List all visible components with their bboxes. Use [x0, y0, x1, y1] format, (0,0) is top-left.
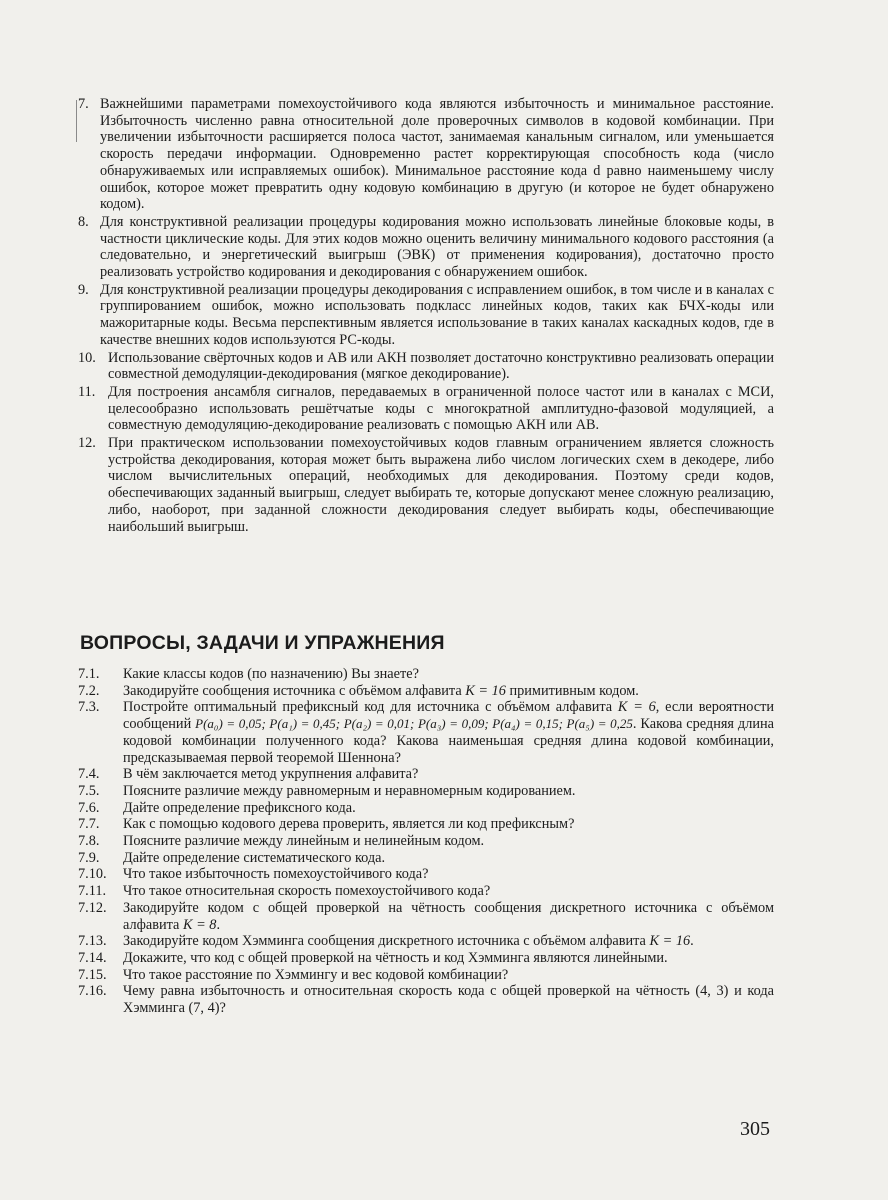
question-number: 7.6. [78, 799, 100, 816]
math-expression: K = 8 [182, 916, 217, 933]
question-text: Дайте определение префиксного кода. [123, 799, 356, 816]
question-text-part: . Какова средняя длина кодовой комбинации полученного кода? Какова наименьшая средняя длина кодовой комбинации, предсказываемая первой теоремой Шеннона? [123, 716, 774, 766]
question-text: В чём заключается метод укрупнения алфавита? [123, 766, 419, 783]
question-text [123, 900, 774, 933]
question-number: 7.14. [78, 949, 107, 966]
question-text [123, 933, 774, 950]
question-number: 7.12. [78, 899, 107, 916]
question-number: 7.9. [78, 849, 100, 866]
conclusion-item [78, 384, 774, 434]
question-number: 7.3. [78, 699, 100, 716]
item-text: Использование свёрточных кодов и АВ или АКН позволяет достаточно конструктивно реализовать операции совместной демодуляции-декодирования (мягкое декодирование). [108, 349, 774, 383]
question-text-part: . [216, 916, 221, 933]
question-item [78, 933, 774, 950]
question-text: Поясните различие между линейным и нелинейным кодом. [123, 833, 485, 850]
item-number: 10. [78, 349, 96, 366]
item-text: При практическом использовании помехоустойчивых кодов главным ограничением является сложность устройства декодирования, которая может быть выражена либо числом логических схем в декодере, либо числом вычислительных операций, необходимых для декодирования. Поэтому среди кодов, обеспечивающих заданный выигрыш, следует выбирать те, которые допускают менее сложную реализацию, либо, наоборот, при заданной сложности декодирования следует выбирать коды, обеспечивающие наибольший выигрыш. [108, 435, 774, 535]
question-item [78, 983, 774, 1016]
conclusion-item [78, 96, 774, 213]
question-text: Поясните различие между равномерным и неравномерным кодированием. [123, 782, 576, 799]
math-expression: K = 6 [617, 699, 656, 716]
question-number: 7.15. [78, 966, 107, 983]
question-text: Что такое избыточность помехоустойчивого кода? [123, 866, 429, 883]
item-text: Важнейшими параметрами помехоустойчивого кода являются избыточность и минимальное расстояние. Избыточность численно равна относительной доле проверочных символов в кодовой комбинации. При увеличении избыточности расширяется полоса частот, занимаемая канальным сигналом, или уменьшается скорость передачи информации. Одновременно растет корректирующая способность кода (число обнаруживаемых или исправляемых ошибок). Минимальное расстояние кода d равно наименьшему числу ошибок, которое может превратить одну кодовую комбинацию в другую (и которое не будет обнаружено кодом). [100, 96, 774, 213]
item-number: 8. [78, 213, 89, 230]
conclusion-item [78, 435, 774, 535]
question-text: Что такое расстояние по Хэммингу и вес кодовой комбинации? [123, 966, 509, 983]
item-text: Для конструктивной реализации процедуры кодирования можно использовать линейные блоковые коды, в частности циклические коды. Для этих кодов можно оценить величину минимального кодового расстояния (а следовательно, и энергетический выигрыш (ЭВК) от применения кодирования), достаточно просто реализовать устройство кодирования и декодирования с обнаружением ошибок. [100, 213, 774, 281]
question-number: 7.16. [78, 983, 107, 1000]
question-item [78, 699, 774, 766]
question-text-part: Закодируйте кодом с общей проверкой на чётность сообщения дискретного источника с объёмом алфавита [123, 899, 774, 933]
question-item [78, 816, 774, 833]
questions-list [78, 666, 774, 1017]
item-number: 7. [78, 96, 89, 112]
question-item [78, 883, 774, 900]
item-text: Для конструктивной реализации процедуры декодирования с исправлением ошибок, в том числе и в каналах с группированием ошибок, можно использовать подкласс линейных кодов, таких как БЧХ-коды или мажоритарные коды. Весьма перспективным является использование в таких каналах каскадных кодов, где в качестве внешних кодов используются РС-коды. [100, 281, 774, 348]
question-text-part: Закодируйте кодом Хэмминга сообщения дискретного источника с объёмом алфавита [123, 933, 650, 950]
question-text: Дайте определение систематического кода. [123, 849, 386, 866]
question-number: 7.10. [78, 866, 107, 883]
question-number: 7.4. [78, 766, 100, 783]
question-text-part: . [690, 933, 694, 950]
question-item [78, 766, 774, 783]
conclusion-item [78, 282, 774, 349]
question-number: 7.7. [78, 816, 100, 833]
question-number: 7.5. [78, 782, 100, 799]
question-number: 7.2. [78, 682, 100, 699]
conclusion-item [78, 350, 774, 383]
question-text [123, 699, 774, 766]
item-number: 12. [78, 435, 96, 452]
margin-mark [76, 100, 77, 142]
question-item [78, 850, 774, 867]
math-expression: K = 16 [649, 933, 691, 950]
item-text: Для построения ансамбля сигналов, передаваемых в ограниченной полосе частот или в каналах с МСИ, целесообразно использовать решётчатые коды с многократной амплитудно-фазовой модуляцией, а совместную демодуляцию-декодирование реализовать с помощью АКН или АВ. [108, 383, 774, 434]
question-text: Что такое относительная скорость помехоустойчивого кода? [123, 883, 491, 900]
question-text: Докажите, что код с общей проверкой на чётность и код Хэмминга являются линейными. [123, 949, 668, 966]
question-text-part: Закодируйте сообщения источника с объёмом алфавита [123, 682, 466, 699]
question-text: Какие классы кодов (по назначению) Вы знаете? [123, 666, 419, 682]
question-text: Чему равна избыточность и относительная скорость кода с общей проверкой на чётность (4, 3) и кода Хэмминга (7, 4)? [123, 983, 774, 1017]
question-text-part: примитивным кодом. [505, 682, 639, 699]
question-text: Как с помощью кодового дерева проверить, является ли код префиксным? [123, 816, 575, 833]
math-expression: K = 16 [465, 682, 506, 699]
conclusion-item [78, 214, 774, 281]
question-number: 7.13. [78, 933, 107, 950]
question-item [78, 833, 774, 850]
section-title: ВОПРОСЫ, ЗАДАЧИ И УПРАЖНЕНИЯ [80, 632, 445, 654]
question-item [78, 900, 774, 933]
question-text [123, 683, 774, 700]
question-item [78, 950, 774, 967]
question-item [78, 666, 774, 683]
question-number: 7.11. [78, 883, 107, 900]
question-text-part: Постройте оптимальный префиксный код для источника с объёмом алфавита [123, 699, 618, 716]
question-number: 7.8. [78, 833, 100, 850]
question-item [78, 800, 774, 817]
question-number: 7.1. [78, 666, 100, 682]
item-number: 11. [78, 383, 96, 400]
question-item [78, 967, 774, 984]
question-text-part: , если вероятности сообщений [123, 699, 774, 733]
conclusions-list [78, 96, 774, 535]
item-number: 9. [78, 281, 89, 298]
probability-formula: P(a₀) = 0,05; P(a₁) = 0,45; P(a₂) = 0,01; P(a₃) = 0,09; P(a₄) = 0,15; P(a₅) = 0,25 [195, 716, 633, 732]
page-number: 305 [740, 1118, 770, 1140]
question-item [78, 683, 774, 700]
question-item [78, 783, 774, 800]
question-item [78, 866, 774, 883]
